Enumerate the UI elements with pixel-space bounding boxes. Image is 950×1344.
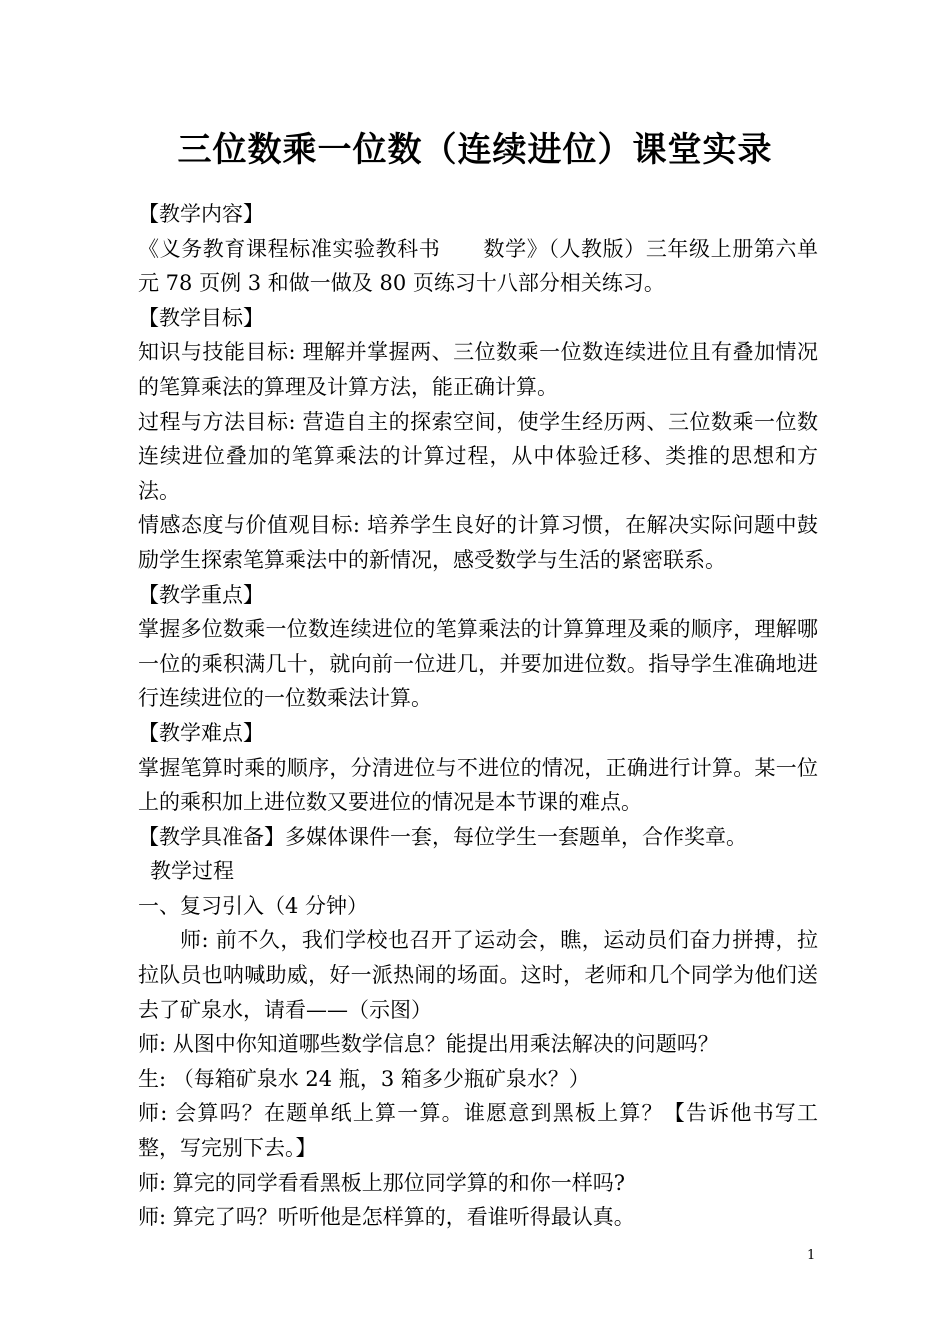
paragraph-teacher-question: 师: 从图中你知道哪些数学信息？能提出用乘法解决的问题吗？ (138, 1032, 719, 1057)
page-number: 1 (807, 1248, 816, 1263)
section-heading-key-points: 【教学重点】 (138, 582, 264, 607)
paragraph-student-answer: 生: （每箱矿泉水 24 瓶，3 箱多少瓶矿泉水？） (138, 1066, 590, 1091)
subsection-heading-review: 一、复习引入（4 分钟） (138, 893, 369, 918)
section-heading-difficulties: 【教学难点】 (138, 720, 264, 745)
paragraph-goal-knowledge: 知识与技能目标: 理解并掌握两、三位数乘一位数连续进位且有叠加情况的笔算乘法的算理及计算方法，能正确计算。 (138, 340, 818, 399)
paragraph-teacher-listen: 师: 算完了吗？听听他是怎样算的，看谁听得最认真。 (138, 1205, 635, 1230)
paragraph-content-text: 《义务教育课程标准实验教科书 数学》（人教版）三年级上册第六单元 78 页例 3 和做一做及 80 页练习十八部分相关练习。 (138, 236, 818, 296)
paragraph-teacher-compare: 师: 算完的同学看看黑板上那位同学算的和你一样吗? (138, 1170, 626, 1195)
paragraph-goal-process: 过程与方法目标: 营造自主的探索空间，使学生经历两、三位数乘一位数连续进位叠加的笔算乘法的计算过程，从中体验迁移、类推的思想和方法。 (138, 409, 818, 503)
section-heading-goals: 【教学目标】 (138, 305, 264, 330)
paragraph-teacher-intro: 师: 前不久，我们学校也召开了运动会，瞧，运动员们奋力拼搏，拉拉队员也呐喊助威，好一派热闹的场面。这时，老师和几个同学为他们送去了矿泉水，请看——（示图） (138, 928, 818, 1022)
paragraph-teacher-calc: 师: 会算吗？在题单纸上算一算。谁愿意到黑板上算？【告诉他书写工整，写完别下去。】 (138, 1101, 818, 1161)
page-title: 三位数乘一位数（连续进位）课堂实录 (177, 130, 773, 170)
section-heading-content: 【教学内容】 (138, 202, 264, 226)
paragraph-key-points: 掌握多位数乘一位数连续进位的笔算乘法的计算算理及乘的顺序，理解哪一位的乘积满几十，就向前一位进几，并要加进位数。指导学生准确地进行连续进位的一位数乘法计算。 (138, 617, 818, 711)
paragraph-preparation: 【教学具准备】多媒体课件一套，每位学生一套题单，合作奖章。 (138, 824, 747, 849)
paragraph-difficulties: 掌握笔算时乘的顺序，分清进位与不进位的情况，正确进行计算。某一位上的乘积加上进位数又要进位的情况是本节课的难点。 (138, 755, 818, 815)
paragraph-goal-emotion: 情感态度与价值观目标: 培养学生良好的计算习惯，在解决实际问题中鼓励学生探索笔算乘法中的新情况，感受数学与生活的紧密联系。 (138, 513, 818, 572)
section-heading-process: 教学过程 (150, 859, 234, 884)
document-body (138, 197, 818, 1235)
